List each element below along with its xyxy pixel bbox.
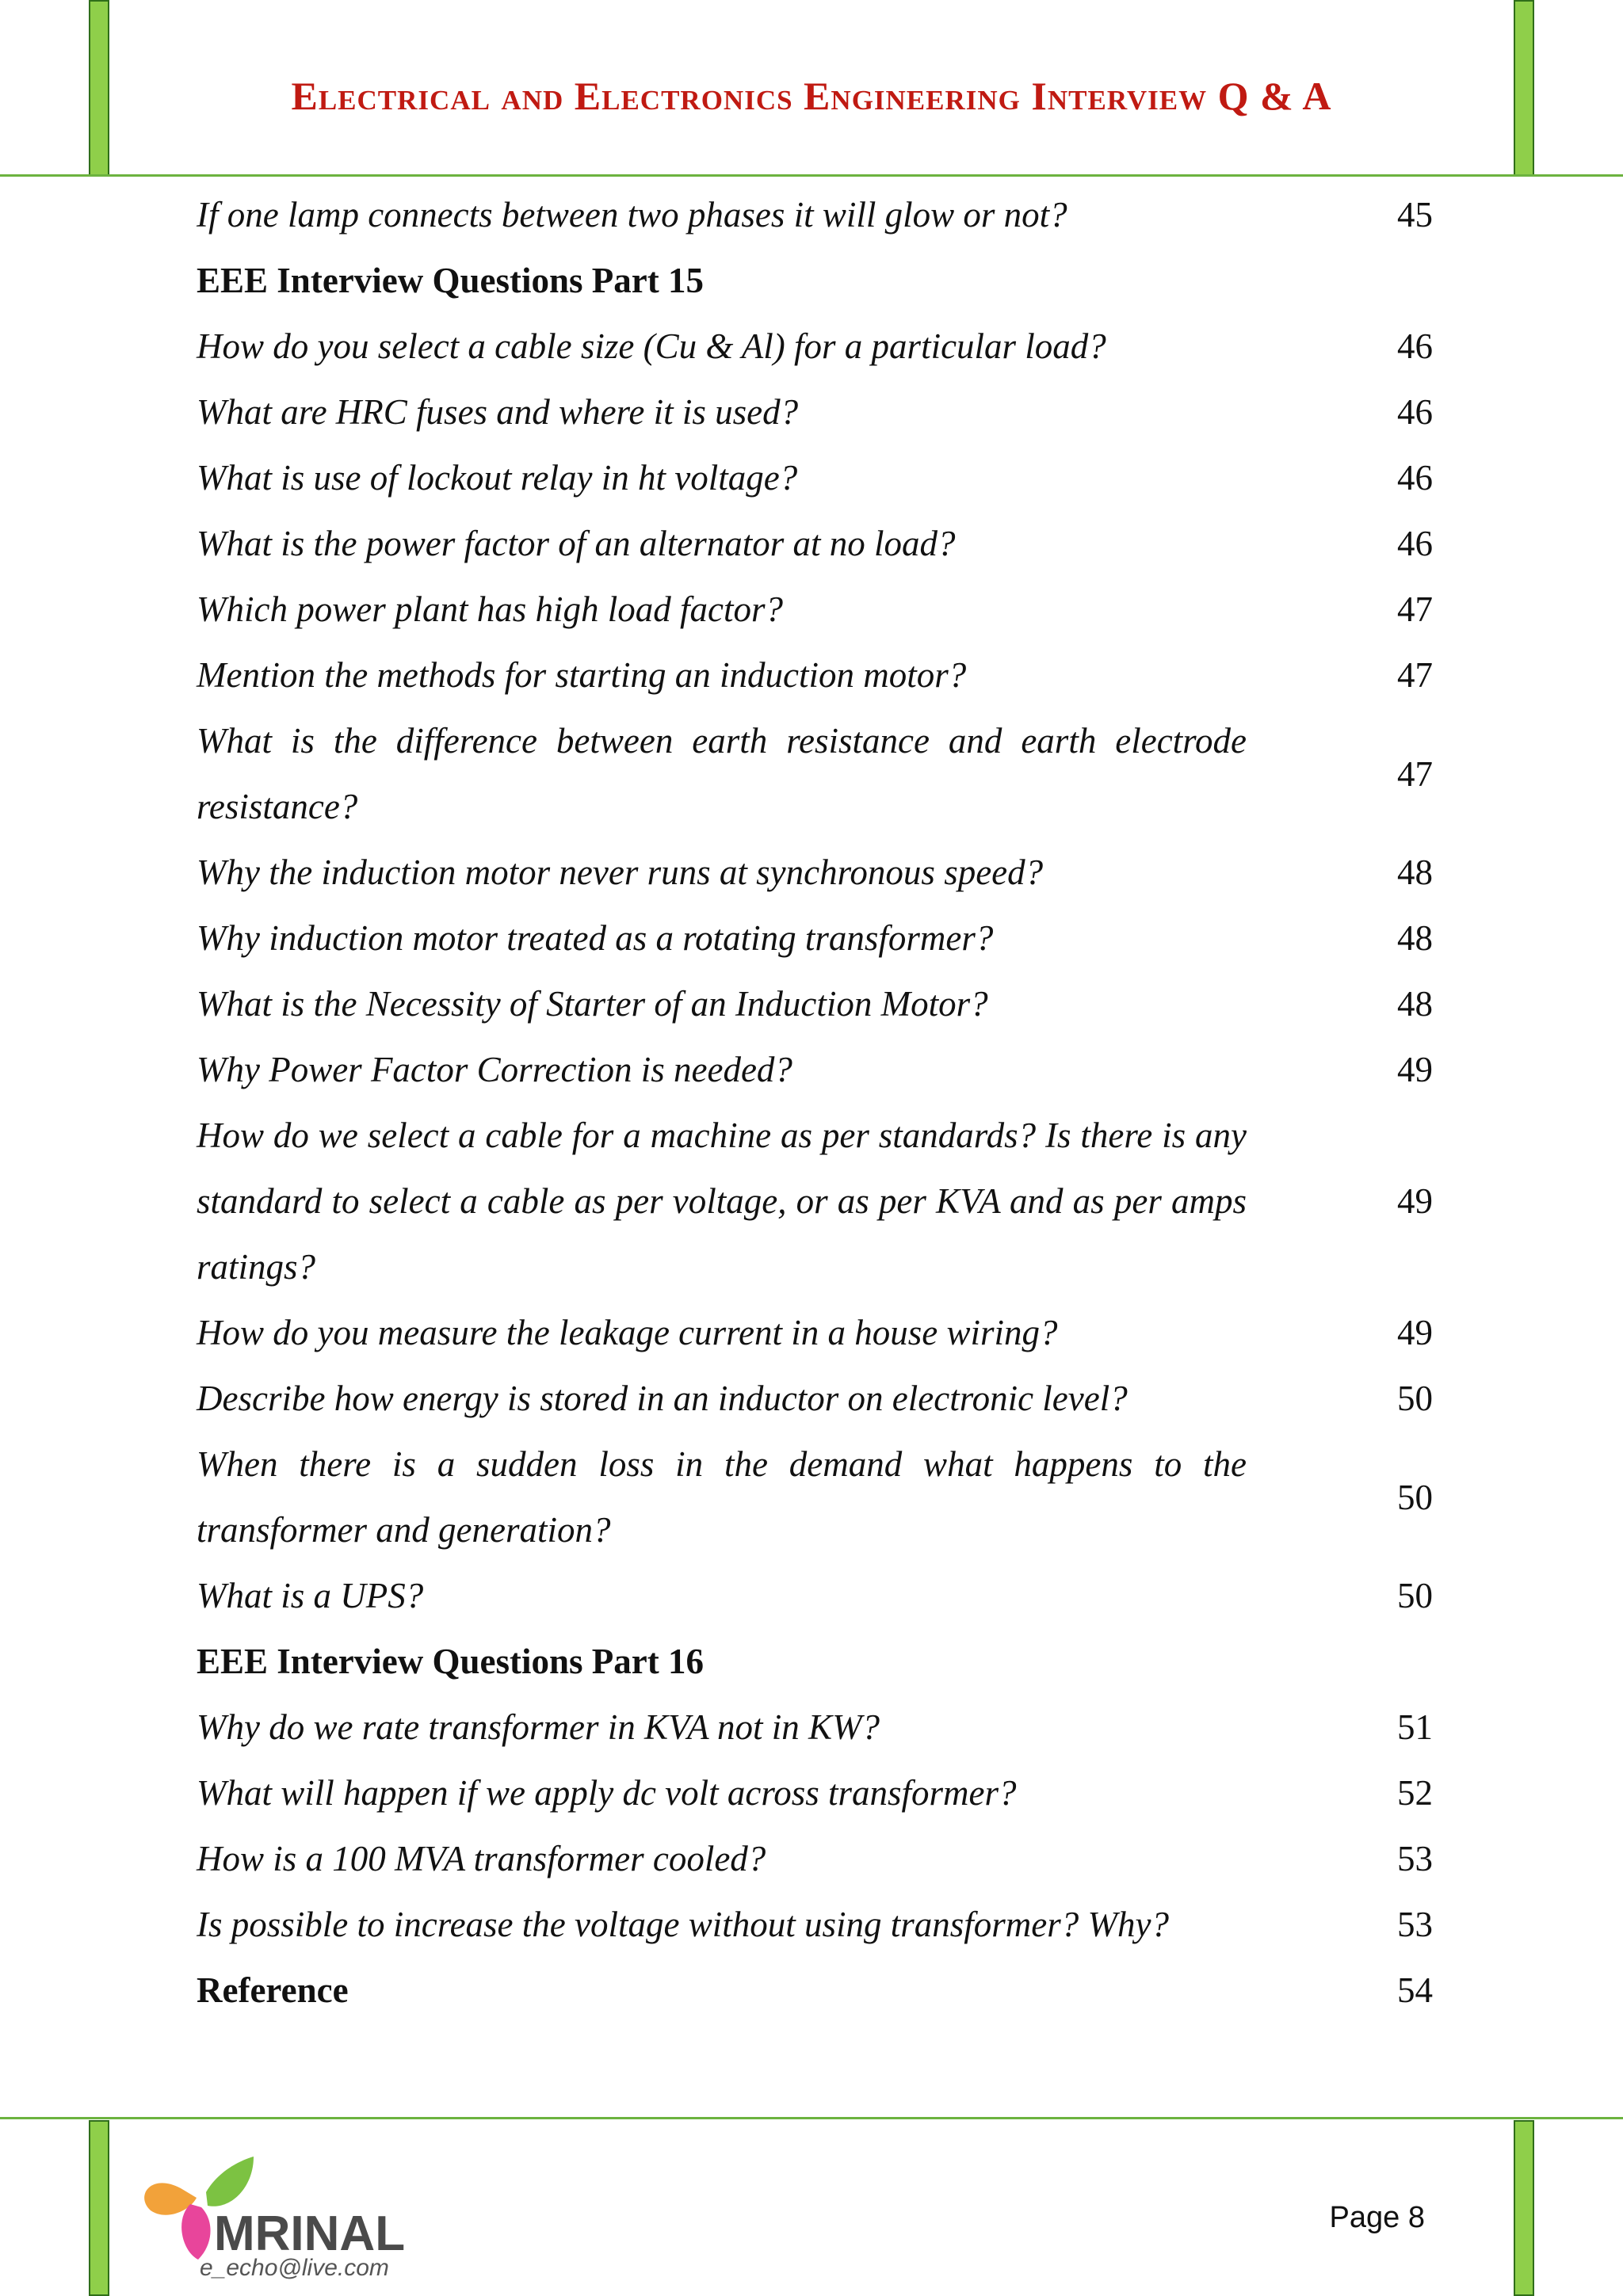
- toc-entry-page: 49: [1397, 1050, 1433, 1089]
- toc-entry-page: 47: [1397, 655, 1433, 695]
- toc-entry[interactable]: [197, 1432, 1433, 1563]
- toc-entry-page: 52: [1397, 1773, 1433, 1813]
- toc-entry-page: 50: [1397, 1576, 1433, 1615]
- toc-entry-title: Describe how energy is stored in an inductor on electronic level?: [197, 1379, 1128, 1418]
- toc-entry-title: What is the difference between earth resistance and earth electrode resistance?: [197, 721, 1247, 826]
- toc-section-heading[interactable]: [197, 248, 1433, 314]
- toc-entry-title: Why induction motor treated as a rotating transformer?: [197, 918, 994, 958]
- toc-entry-title: How do you select a cable size (Cu & Al) for a particular load?: [197, 326, 1106, 366]
- toc-section-heading[interactable]: [197, 1629, 1433, 1695]
- toc-section-heading[interactable]: [197, 1958, 1433, 2023]
- toc-entry-title: Reference: [197, 1970, 349, 2010]
- toc-entry-page: 49: [1397, 1313, 1433, 1352]
- toc-entry-page: 46: [1397, 524, 1433, 563]
- logo-email: e_echo@live.com: [200, 2255, 389, 2281]
- toc-entry-title: How is a 100 MVA transformer cooled?: [197, 1839, 766, 1878]
- footer-right-bar: [1514, 2120, 1534, 2296]
- toc-entry-page: 53: [1397, 1839, 1433, 1878]
- toc-entry[interactable]: [197, 1826, 1433, 1892]
- toc-entry-title: Mention the methods for starting an induction motor?: [197, 655, 967, 695]
- toc-entry-title: What is use of lockout relay in ht voltage?: [197, 458, 798, 498]
- toc-entry-title: Is possible to increase the voltage without using transformer? Why?: [197, 1905, 1169, 1944]
- toc-entry[interactable]: [197, 577, 1433, 643]
- toc-entry-page: 51: [1397, 1707, 1433, 1747]
- toc-entry-page: 47: [1397, 753, 1433, 794]
- toc-entry[interactable]: [197, 1760, 1433, 1826]
- toc-entry-title: Which power plant has high load factor?: [197, 589, 783, 629]
- toc-entry[interactable]: [197, 314, 1433, 379]
- toc-entry-title: What is the Necessity of Starter of an Induction Motor?: [197, 984, 988, 1024]
- toc-entry-title: When there is a sudden loss in the demand what happens to the transformer and generation?: [197, 1444, 1247, 1550]
- toc-entry[interactable]: [197, 511, 1433, 577]
- logo-name: MRINAL: [214, 2206, 406, 2261]
- toc-entry-page: 48: [1397, 918, 1433, 958]
- toc-entry[interactable]: [197, 643, 1433, 708]
- toc-entry[interactable]: [197, 1366, 1433, 1432]
- mrinal-logo: [135, 2149, 468, 2283]
- footer-left-bar: [89, 2120, 109, 2296]
- toc-entry-title: Why Power Factor Correction is needed?: [197, 1050, 792, 1089]
- toc-entry-title: What is the power factor of an alternator at no load?: [197, 524, 956, 563]
- toc-entry-title: What is a UPS?: [197, 1576, 424, 1615]
- toc-entry-page: 46: [1397, 392, 1433, 432]
- toc-entry[interactable]: [197, 1892, 1433, 1958]
- toc-entry-title: EEE Interview Questions Part 16: [197, 1642, 704, 1681]
- toc-entry-page: 54: [1397, 1970, 1433, 2010]
- toc-entry[interactable]: [197, 971, 1433, 1037]
- toc-entry[interactable]: [197, 1695, 1433, 1760]
- toc-entry-title: How do we select a cable for a machine as per standards? Is there is any standard to select a cable as per voltage, or as per KVA and as per amps ratings?: [197, 1116, 1247, 1287]
- toc-entry-page: 46: [1397, 458, 1433, 498]
- toc-entry[interactable]: [197, 1103, 1433, 1300]
- toc-entry-title: Why do we rate transformer in KVA not in KW?: [197, 1707, 880, 1747]
- toc-entry-page: 50: [1397, 1379, 1433, 1418]
- toc-entry-page: 48: [1397, 984, 1433, 1024]
- toc-entry[interactable]: [197, 1037, 1433, 1103]
- toc-entry-page: 45: [1397, 195, 1433, 235]
- toc-entry-page: 47: [1397, 589, 1433, 629]
- header-title: Electrical and Electronics Engineering Interview Q & A: [291, 74, 1332, 118]
- toc-entry-page: 49: [1397, 1181, 1433, 1221]
- toc-entry-page: 48: [1397, 852, 1433, 892]
- toc-entry-page: 50: [1397, 1477, 1433, 1517]
- toc-entry[interactable]: [197, 445, 1433, 511]
- toc-entry-title: If one lamp connects between two phases it will glow or not?: [197, 195, 1067, 235]
- toc-entry-title: EEE Interview Questions Part 15: [197, 261, 704, 300]
- toc-entry-title: What are HRC fuses and where it is used?: [197, 392, 799, 432]
- table-of-contents: [197, 182, 1433, 2023]
- toc-entry-title: How do you measure the leakage current in a house wiring?: [197, 1313, 1058, 1352]
- page-number: Page 8: [1329, 2201, 1425, 2234]
- toc-entry[interactable]: [197, 1300, 1433, 1366]
- toc-entry[interactable]: [197, 182, 1433, 248]
- toc-entry-title: What will happen if we apply dc volt across transformer?: [197, 1773, 1017, 1813]
- toc-entry[interactable]: [197, 708, 1433, 840]
- toc-entry-page: 53: [1397, 1905, 1433, 1944]
- footer-rule: [0, 2117, 1623, 2119]
- toc-entry[interactable]: [197, 840, 1433, 906]
- toc-entry[interactable]: [197, 379, 1433, 445]
- toc-entry[interactable]: [197, 906, 1433, 971]
- header-rule: [0, 174, 1623, 177]
- toc-entry-title: Why the induction motor never runs at synchronous speed?: [197, 852, 1044, 892]
- toc-entry-page: 46: [1397, 326, 1433, 366]
- toc-entry[interactable]: [197, 1563, 1433, 1629]
